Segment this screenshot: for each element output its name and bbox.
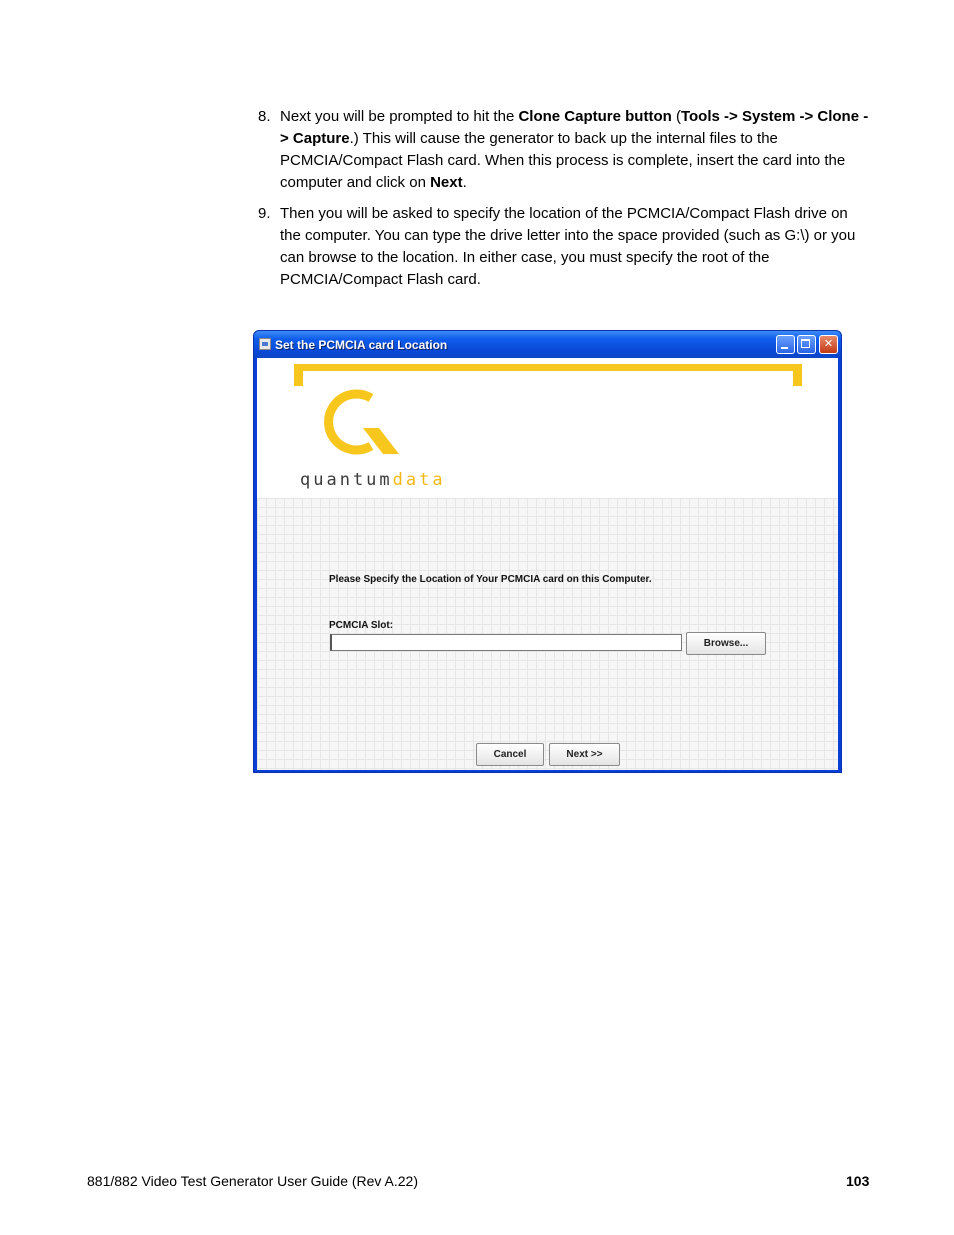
footer-guide-title: 881/882 Video Test Generator User Guide (Rev A.22) [87,1173,419,1189]
browse-button[interactable]: Browse... [686,632,766,655]
instruction-step-8 [258,106,870,194]
logo-wordmark-quantum: quantum [300,470,393,490]
quantumdata-logo-icon [319,388,405,464]
step-text-segment: Next you will be prompted to hit the [280,108,519,125]
banner-bracket-right [793,364,802,386]
step-text-bold: Clone Capture button [518,108,672,125]
logo-wordmark-data: data [392,470,446,490]
banner-bracket [294,364,802,371]
pcmcia-slot-input[interactable] [330,634,682,651]
logo-banner [257,358,838,498]
instruction-step-9 [258,203,870,291]
step-number: 8. [258,108,271,125]
location-prompt: Please Specify the Location of Your PCMCIA card on this Computer. [329,574,652,585]
window-title: Set the PCMCIA card Location [275,338,448,352]
step-text-segment: . [462,174,467,191]
cancel-button[interactable]: Cancel [476,743,544,766]
window-icon [259,338,271,350]
pcmcia-slot-label: PCMCIA Slot: [329,620,394,631]
step-text [280,106,870,194]
minimize-icon[interactable] [776,335,795,354]
dialog-form [257,498,838,770]
pcmcia-location-dialog [253,330,842,773]
close-icon[interactable]: ✕ [819,335,838,354]
title-bar[interactable] [254,331,841,358]
page-number: 103 [846,1173,870,1189]
step-text: Then you will be asked to specify the location of the PCMCIA/Compact Flash drive on the computer. You can type the drive letter into the space provided (such as G:\) or you can browse to the location. In either case, you must specify the root of the PCMCIA/Compact Flash card. [280,205,856,288]
step-text-bold: Tools -> System -> Clone -> Capture [280,108,869,147]
step-text-bold: Next [430,174,463,191]
step-text-segment: ( [671,108,681,125]
next-button[interactable]: Next >> [549,743,620,766]
maximize-icon[interactable] [797,335,816,354]
logo-wordmark [300,470,446,490]
step-number: 9. [258,205,271,222]
step-text-segment: .) This will cause the generator to back up the internal files to the PCMCIA/Compact Flash card. When this process is complete, insert the card into the computer and click on [280,130,846,191]
banner-bracket-left [294,364,303,386]
dialog-content [257,358,838,770]
